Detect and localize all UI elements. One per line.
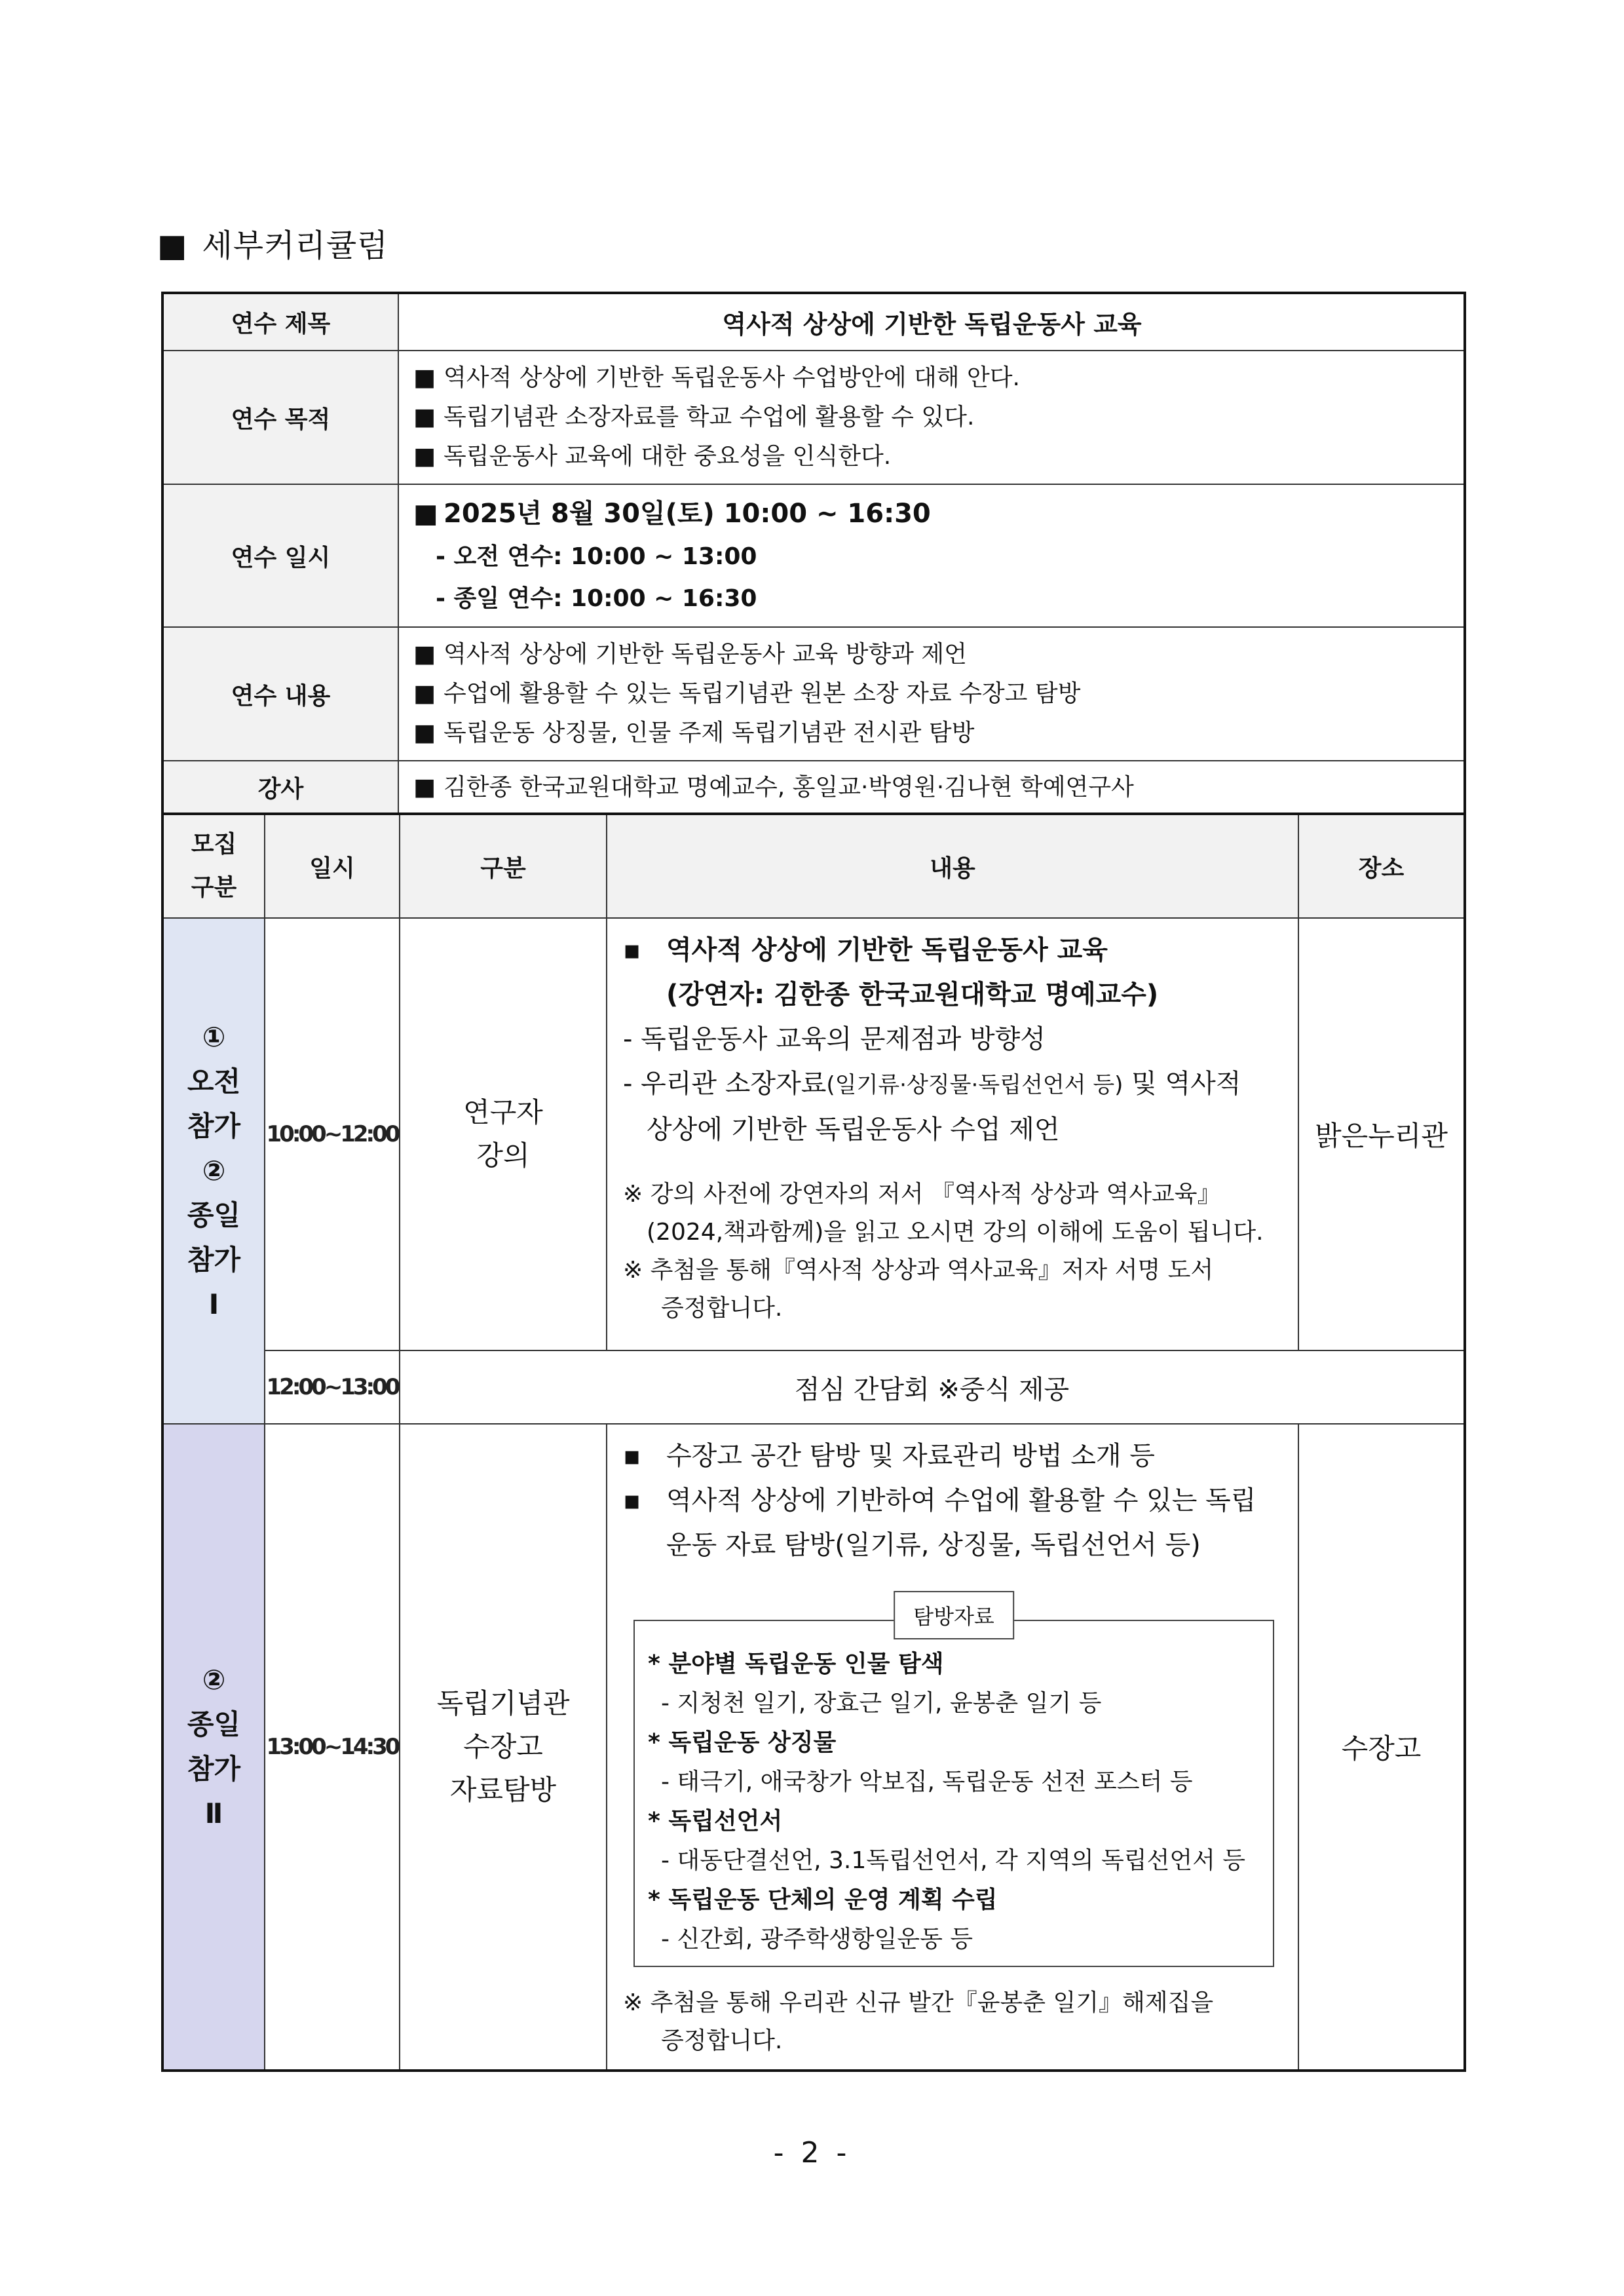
square-bullet-icon: ■ xyxy=(413,641,436,668)
session1-content xyxy=(607,918,1298,1350)
lecturer-names: 김한종 한국교원대학교 명예교수, 홍일교·박영원·김나현 학예연구사 xyxy=(444,773,1134,801)
schedule-table xyxy=(161,813,1466,2072)
material-heading: * 독립운동 상징물 xyxy=(648,1729,837,1756)
session2-type: 독립기념관 수장고 자료탐방 xyxy=(400,1424,607,2071)
content-item: ■ 수업에 활용할 수 있는 독립기념관 원본 소장 자료 수장고 탐방 xyxy=(413,674,1450,714)
material-heading: * 독립운동 단체의 운영 계획 수립 xyxy=(648,1886,998,1913)
session2-item2: ▪ 역사적 상상에 기반하여 수업에 활용할 수 있는 독립 xyxy=(623,1478,1285,1523)
session1-speaker: (강연자: 김한종 한국교원대학교 명예교수) xyxy=(666,980,1159,1010)
session1-type: 연구자 강의 xyxy=(400,918,607,1350)
label-contents: 연수 내용 xyxy=(162,627,398,761)
square-bullet-icon: ■ xyxy=(413,719,436,746)
session1-point2-cont: 상상에 기반한 독립운동사 수업 제언 xyxy=(647,1115,1060,1145)
material-item: - 태극기, 애국창가 악보집, 독립운동 선전 포스터 등 xyxy=(661,1769,1193,1795)
overview-table xyxy=(161,292,1466,816)
small-square-bullet-icon: ▪ xyxy=(623,1485,641,1516)
heading-title: 세부커리큘럼 xyxy=(202,227,388,264)
session2-time: 13:00~14:30 xyxy=(265,1424,400,2071)
session1-point1: - 독립운동사 교육의 문제점과 방향성 xyxy=(623,1024,1046,1054)
goal-item: ■ 독립운동사 교육에 대한 중요성을 인식한다. xyxy=(413,437,1450,476)
session2-item1: ▪ 수장고 공간 탐방 및 자료관리 방법 소개 등 xyxy=(623,1434,1285,1478)
row-title xyxy=(162,293,1465,351)
session1-time: 10:00~12:00 xyxy=(265,918,400,1350)
materials-box xyxy=(633,1604,1274,1967)
page-number: - 2 - xyxy=(773,2136,851,2170)
square-bullet-icon: ■ xyxy=(413,680,436,707)
session1-note1-cont: (2024,책과함께)을 읽고 오시면 강의 이해에 도움이 됩니다. xyxy=(647,1219,1264,1246)
schedule-header-row xyxy=(162,814,1465,918)
session2-note: ※ 추첨을 통해 우리관 신규 발간『윤봉춘 일기』해제집을 xyxy=(623,1989,1214,2016)
value-contents xyxy=(398,627,1465,761)
value-goals xyxy=(398,351,1465,484)
value-title: 역사적 상상에 기반한 독립운동사 교육 xyxy=(398,293,1465,351)
row-lecturer xyxy=(162,761,1465,814)
session1-point2: - 우리관 소장자료(일기류·상징물·독립선언서 등) 및 역사적 xyxy=(623,1069,1241,1099)
content-item: ■ 독립운동 상징물, 인물 주제 독립기념관 전시관 탐방 xyxy=(413,714,1450,753)
material-item: - 지청천 일기, 장효근 일기, 윤봉춘 일기 등 xyxy=(661,1690,1102,1717)
header-group: 모집 구분 xyxy=(162,814,265,918)
goal-item: ■ 역사적 상상에 기반한 독립운동사 수업방안에 대해 안다. xyxy=(413,358,1450,398)
square-bullet-icon: ■ xyxy=(413,773,436,801)
label-lecturer: 강사 xyxy=(162,761,398,814)
square-bullet-icon: ■ xyxy=(413,499,438,529)
session2-row xyxy=(162,1424,1465,2071)
session1-note2: ※ 추첨을 통해『역사적 상상과 역사교육』저자 서명 도서 xyxy=(623,1257,1214,1284)
date-main: ■ 2025년 8월 30일(토) 10:00 ~ 16:30 xyxy=(413,491,1450,536)
session1-title: ▪ 역사적 상상에 기반한 독립운동사 교육 xyxy=(623,928,1285,972)
session2-item2-cont: 운동 자료 탐방(일기류, 상징물, 독립선언서 등) xyxy=(666,1530,1201,1560)
material-item: - 대동단결선언, 3.1독립선언서, 각 지역의 독립선언서 등 xyxy=(661,1847,1246,1874)
value-lecturer xyxy=(398,761,1465,814)
label-title: 연수 제목 xyxy=(162,293,398,351)
goal-item: ■ 독립기념관 소장자료를 학교 수업에 활용할 수 있다. xyxy=(413,398,1450,437)
material-heading: * 독립선언서 xyxy=(648,1808,783,1835)
square-bullet-icon: ■ xyxy=(413,364,436,391)
content-item: ■ 역사적 상상에 기반한 독립운동사 교육 방향과 제언 xyxy=(413,635,1450,674)
session2-note-cont: 증정합니다. xyxy=(661,2027,783,2054)
row-contents xyxy=(162,627,1465,761)
date-morning: - 오전 연수: 10:00 ~ 13:00 xyxy=(436,543,757,570)
section-heading xyxy=(157,226,388,265)
header-type: 구분 xyxy=(400,814,607,918)
header-time: 일시 xyxy=(265,814,400,918)
row-goals xyxy=(162,351,1465,484)
value-date xyxy=(398,484,1465,627)
session2-place: 수장고 xyxy=(1298,1424,1465,2071)
heading-bullet: ■ xyxy=(157,227,188,264)
material-item: - 신간회, 광주학생항일운동 등 xyxy=(661,1926,973,1953)
header-place: 장소 xyxy=(1298,814,1465,918)
session1-row xyxy=(162,918,1465,1350)
material-heading: * 분야별 독립운동 인물 탐색 xyxy=(648,1651,944,1677)
session1-place: 밝은누리관 xyxy=(1298,918,1465,1350)
lunch-row xyxy=(162,1350,1465,1424)
lunch-text: 점심 간담회 ※중식 제공 xyxy=(400,1350,1465,1424)
small-square-bullet-icon: ▪ xyxy=(623,935,641,965)
label-goals: 연수 목적 xyxy=(162,351,398,484)
session1-note1: ※ 강의 사전에 강연자의 저서 『역사적 상상과 역사교육』 xyxy=(623,1181,1221,1208)
label-date: 연수 일시 xyxy=(162,484,398,627)
session1-note2-cont: 증정합니다. xyxy=(661,1295,783,1322)
square-bullet-icon: ■ xyxy=(413,404,436,430)
group-morning: ① 오전 참가 ② 종일 참가 Ⅰ xyxy=(162,918,265,1424)
date-fullday: - 종일 연수: 10:00 ~ 16:30 xyxy=(436,585,757,612)
group-fullday: ② 종일 참가 Ⅱ xyxy=(162,1424,265,2071)
square-bullet-icon: ■ xyxy=(413,443,436,470)
lunch-time: 12:00~13:00 xyxy=(265,1350,400,1424)
header-content: 내용 xyxy=(607,814,1298,918)
session2-content xyxy=(607,1424,1298,2071)
row-date xyxy=(162,484,1465,627)
small-square-bullet-icon: ▪ xyxy=(623,1441,641,1471)
materials-label: 탐방자료 xyxy=(894,1591,1014,1639)
